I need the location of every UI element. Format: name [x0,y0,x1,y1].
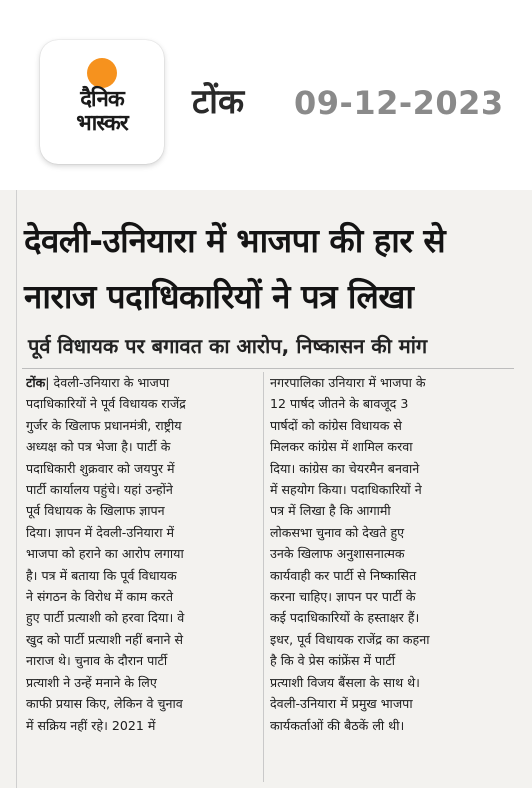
column-2-line: इधर, पूर्व विधायक राजेंद्र का कहना [270,631,430,647]
article-column-1 [26,372,258,736]
column-1-line: अध्यक्ष को पत्र भेजा है। पार्टी के [26,439,171,455]
column-1-line: पूर्व विधायक के खिलाफ ज्ञापन [26,503,165,519]
column-1-line: पदाधिकारी शुक्रवार को जयपुर में [26,460,175,476]
column-2-line: मिलकर कांग्रेस में शामिल करवा [270,439,413,455]
column-1-line-0-text: | देवली-उनियारा के भाजपा [45,375,170,390]
column-2-line: करना चाहिए। ज्ञापन पर पार्टी के [270,589,416,605]
column-2-line: कार्यवाही कर पार्टी से निष्कासित [270,567,417,583]
column-1-line: में सक्रिय नहीं रहे। 2021 में [26,717,156,733]
column-2-line: प्रत्याशी विजय बैंसला के साथ थे। [270,674,420,690]
column-2-line: लोकसभा चुनाव को देखते हुए [270,524,405,540]
header [0,0,532,190]
column-1-line: दिया। ज्ञापन में देवली-उनियारा में [26,524,175,540]
column-2-line: कार्यकर्ताओं की बैठकें ली थी। [270,717,405,733]
edition-place: टोंक [192,82,245,122]
column-2-line: दिया। कांग्रेस का चेयरमैन बनवाने [270,460,420,476]
column-2-line: उनके खिलाफ अनुशासनात्मक [270,546,405,562]
adjacent-column-edge [0,190,17,788]
column-1-line: है। पत्र में बताया कि पूर्व विधायक [26,567,177,583]
column-divider [263,372,264,782]
logo-sun-icon [87,58,117,88]
column-2-line: पार्षदों को कांग्रेस विधायक से [270,417,402,433]
column-1-line: हुए पार्टी प्रत्याशी को हरवा दिया। वे [26,610,185,626]
column-1-line: नाराज थे। चुनाव के दौरान पार्टी [26,653,168,669]
column-1-line-0 [26,372,258,393]
logo-line-2: भास्कर [76,111,128,136]
column-1-line: भाजपा को हराने का आरोप लगाया [26,546,184,562]
logo-line-1: दैनिक [80,87,124,112]
column-1-line: ने संगठन के विरोध में काम करते [26,589,174,605]
column-2-line: कई पदाधिकारियों के हस्ताक्षर हैं। [270,610,420,626]
article-column-2 [270,372,504,736]
column-1-line: गुर्जर के खिलाफ प्रधानमंत्री, राष्ट्रीय [26,417,182,433]
divider [22,368,514,369]
column-1-line: काफी प्रयास किए, लेकिन वे चुनाव [26,696,183,712]
dainik-bhaskar-logo [40,40,164,164]
subheadline: पूर्व विधायक पर बगावत का आरोप, निष्कासन की मांग [28,334,428,358]
headline-line-1: देवली-उनियारा में भाजपा की हार से [24,221,446,260]
headline-line-2: नाराज पदाधिकारियों ने पत्र लिखा [24,277,414,316]
column-2-line: 12 पार्षद जीतने के बावजूद 3 [270,396,409,412]
column-1-line: पार्टी कार्यालय पहुंचे। यहां उन्होंने [26,482,173,498]
column-1-line: प्रत्याशी ने उन्हें मनाने के लिए [26,674,157,690]
column-2-line: नगरपालिका उनियारा में भाजपा के [270,375,426,390]
column-2-line: पत्र में लिखा है कि आगामी [270,503,391,519]
column-2-line: देवली-उनियारा में प्रमुख भाजपा [270,696,413,712]
dateline: टोंक [26,375,46,390]
edition-date: 09-12-2023 [294,84,504,122]
column-2-line: है कि वे प्रेस कांफ्रेंस में पार्टी [270,653,396,669]
column-1-line: खुद को पार्टी प्रत्याशी नहीं बनाने से [26,631,184,647]
column-1-line: पदाधिकारियों ने पूर्व विधायक राजेंद्र [26,396,186,412]
column-2-line: में सहयोग किया। पदाधिकारियों ने [270,482,422,498]
